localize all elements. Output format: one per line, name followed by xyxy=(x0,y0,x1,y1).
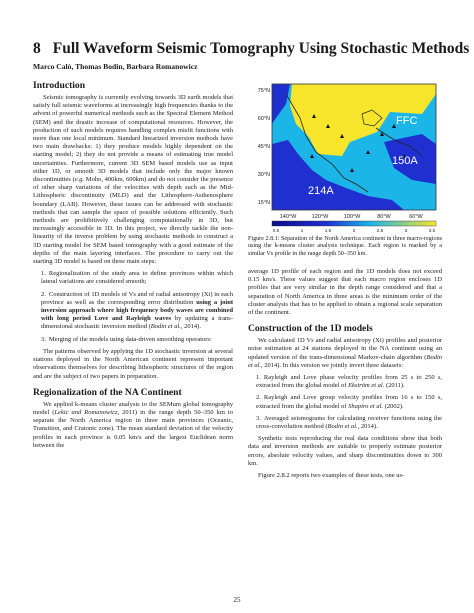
colorbar-tick: 3 xyxy=(404,228,408,232)
lat-label: 75°N xyxy=(257,88,270,94)
lon-label: 140°W xyxy=(279,214,297,220)
lon-label: 80°W xyxy=(377,214,391,220)
colorbar-tick: 2 xyxy=(352,228,356,232)
authors: Marco Calò, Thomas Bodin, Barbara Romanowicz xyxy=(33,62,198,71)
regionalization-map-figure xyxy=(248,82,442,260)
station-label-150a: 150A xyxy=(392,155,418,167)
regionalization-map xyxy=(248,82,442,232)
dataset-3: 3. Averaged seismograms for calculating receiver functions using the cross-convolution method (Bodin et al., 2014). xyxy=(256,414,442,431)
section-number: 8 xyxy=(33,40,41,57)
lat-label: 30°N xyxy=(257,172,270,178)
figure-caption: Figure 2.8.1: Separation of the North America continent in three macro-regions using the k-means cluster analysis technique. Each region is marked by a similar Vs profile in the range depth 50–350 km. xyxy=(248,236,442,257)
colorbar-tick: 2.5 xyxy=(376,228,384,232)
colorbar-tick: 3.5 xyxy=(428,228,436,232)
station-label-ffc: FFC xyxy=(396,115,418,127)
lon-label: 100°W xyxy=(343,214,361,220)
step-2: 2. Construction of 1D models of Vs and of radial anisotropy (Xi) in each province as well as the corresponding error distribution using a joint inversion approach where high frequency body waves are combined with long period Love and Rayleigh waves by updating a trans-dimensional stochastic inversion method (Bodin et al., 2014). xyxy=(41,290,234,331)
construction-paragraph-1: We calculated 1D Vs and radial anisotropy (Xi) profiles and posterior noise estimation at 24 stations deployed in the NA continent using an updated version of the trans-dimensional Markov-chain algorithm (Bodin et al., 2014). In this version we jointly invert three datasets: xyxy=(248,337,442,369)
colorbar-tick: 1.5 xyxy=(324,228,332,232)
chapter-title: Full Waveform Seismic Tomography Using Stochastic Methods xyxy=(52,40,470,57)
dataset-1: 1. Rayleigh and Love phase velocity profiles from 25 s to 250 s, extracted from the global model of Ekström et al. (2011). xyxy=(256,374,442,390)
lat-label: 60°N xyxy=(257,116,270,122)
page-title xyxy=(33,40,470,58)
regionalization-paragraph-continued: average 1D profile of each region and the 1D models does not exceed 0.15 km/s. These values suggest that each macro region encloses 1D profiles that are very similar in the depth range considered and that a separation of North America in three areas is the minimum order of the cluster analysis that has to be applied to obtain a regional scale separation of the continent. xyxy=(248,268,442,317)
construction-paragraph-3: Figure 2.8.2 reports two examples of these tests, one us- xyxy=(258,472,405,480)
regionalization-paragraph: We applied k-means cluster analysis to the SEMum global tomography model (Lekic and Romanowicz, 2011) in the range depth 50–350 km to separate the North America region in three main provinces (Oceanic, Transition, and Cratonic zone). The mean standard deviation of the velocity profiles in each province is 0.05 km/s and the largest Euclidean norm between the xyxy=(33,400,233,449)
step-1: 1. Regionalization of the study area to define provinces within which lateral variations are considered smooth; xyxy=(41,270,233,286)
colorbar xyxy=(272,221,436,226)
right-column xyxy=(248,268,442,484)
intro-paragraph-2: The patterns observed by applying the 1D stochastic inversion at several stations deployed in the North American continent represent important observations themselves for describing lithospheric structures of the region and are the subject of two papers in preparation. xyxy=(33,347,233,380)
lat-label: 15°N xyxy=(257,200,270,206)
colorbar-tick: 0.5 xyxy=(272,228,280,232)
intro-paragraph-1: Seismic tomography is currently evolving towards 3D earth models that satisfy full seismic waveforms at increasingly high frequencies thanks to the advent of powerful numerical methods such as the Spectral Element Method (SEM) and the drastic increase of computational resources. However, the production of such models requires handling complex misfit functions with more than one local minimum. Standard linearized inversion methods have two main drawbacks: 1) they produce models highly dependent on the starting model; 2) they do not provide a means of estimating true model uncertainties. Furthermore, current 3D SEM based models use as input either 1D, or smooth 3D models that include only the major known discontinuities (e.g. Moho, 400km, 600km) and do not consider the presence of other sharp variations of the velocities with depth such as the Mid-Lithospheric discontinuity (MLD) and the Lithosphere-Asthenosphere boundary (LAB). However, these issues can be addressed with stochastic methods that can sample the space of possible solutions efficiently. Such methods are prohibitively challenging computationally in 3D, but increasingly accessible in 1D. In this project, we directly tackle the non-linearity of the inverse problem by using stochastic methods to construct a 3D starting model for SEM based tomography with a good estimate of the depths of the main layering interfaces. The procedure to carry out the starting 3D model is based on three main steps: xyxy=(33,94,233,266)
lon-label: 60°W xyxy=(409,214,423,220)
colorbar-tick: 1 xyxy=(300,228,304,232)
step-3: 3. Merging of the models using data-driven smoothing operators: xyxy=(41,335,212,343)
construction-paragraph-2: Synthetic tests reproducing the real data conditions show that both data and inversion methods are suitable to properly estimate posterior errors, absolute velocity values, and sharp discontinuities down to 300 km. xyxy=(248,435,442,467)
dataset-2: 2. Rayleigh and Love group velocity profiles from 16 s to 150 s, extracted from the global model of Shapiro et al. (2002). xyxy=(256,394,442,410)
page-number: 25 xyxy=(233,596,241,604)
section-heading-construction: Construction of the 1D models xyxy=(248,323,373,335)
left-column xyxy=(33,80,233,454)
lat-label: 45°N xyxy=(257,144,270,150)
lon-label: 120°W xyxy=(311,214,329,220)
section-heading-regionalization: Regionalization of the NA Continent xyxy=(33,386,182,398)
station-label-214a: 214A xyxy=(308,185,334,197)
section-heading-introduction: Introduction xyxy=(33,80,86,91)
